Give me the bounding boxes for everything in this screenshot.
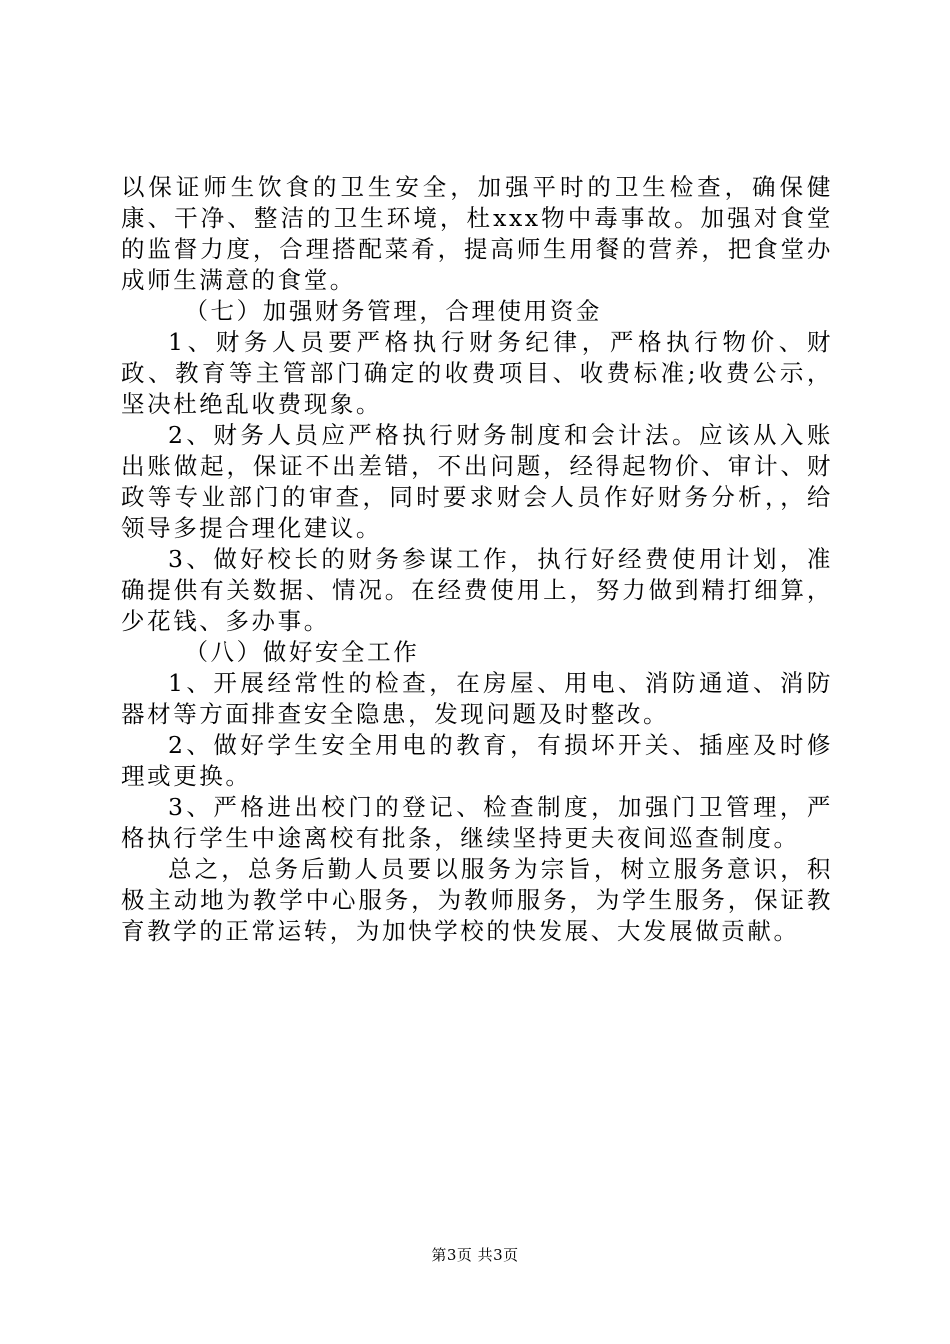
document-body (121, 172, 833, 947)
section-heading-finance: （七）加强财务管理，合理使用资金 (184, 297, 603, 325)
paragraph-safety-item-3: 3、严格进出校门的登记、检查制度，加强门卫管理，严格执行学生中途离校有批条，继续坚持更夫夜间巡查制度。 (121, 793, 833, 852)
paragraph-finance-item-1: 1、财务人员要严格执行财务纪律，严格执行物价、财政、教育等主管部门确定的收费项目、收费标准;收费公示，坚决杜绝乱收费现象。 (121, 328, 833, 418)
section-heading-safety: （八）做好安全工作 (184, 638, 420, 666)
page-number-footer: 第3页 共3页 (431, 1246, 519, 1264)
paragraph-safety-item-2: 2、做好学生安全用电的教育，有损坏开关、插座及时修理或更换。 (121, 731, 833, 790)
paragraph-canteen-continuation: 以保证师生饮食的卫生安全，加强平时的卫生检查，确保健康、干净、整洁的卫生环境，杜xxx物中毒事故。加强对食堂的监督力度，合理搭配菜肴，提高师生用餐的营养，把食堂办成师生满意的食堂。 (121, 173, 833, 294)
paragraph-finance-item-3: 3、做好校长的财务参谋工作，执行好经费使用计划，准确提供有关数据、情况。在经费使用上，努力做到精打细算，少花钱、多办事。 (121, 545, 833, 635)
paragraph-conclusion: 总之，总务后勤人员要以服务为宗旨，树立服务意识，积极主动地为教学中心服务，为教师服务，为学生服务，保证教育教学的正常运转，为加快学校的快发展、大发展做贡献。 (121, 855, 833, 945)
paragraph-finance-item-2: 2、财务人员应严格执行财务制度和会计法。应该从入账出账做起，保证不出差错，不出问题，经得起物价、审计、财政等专业部门的审查，同时要求财会人员作好财务分析，，给领导多提合理化建议。 (121, 421, 833, 542)
paragraph-safety-item-1: 1、开展经常性的检查，在房屋、用电、消防通道、消防器材等方面排查安全隐患，发现问题及时整改。 (121, 669, 833, 728)
